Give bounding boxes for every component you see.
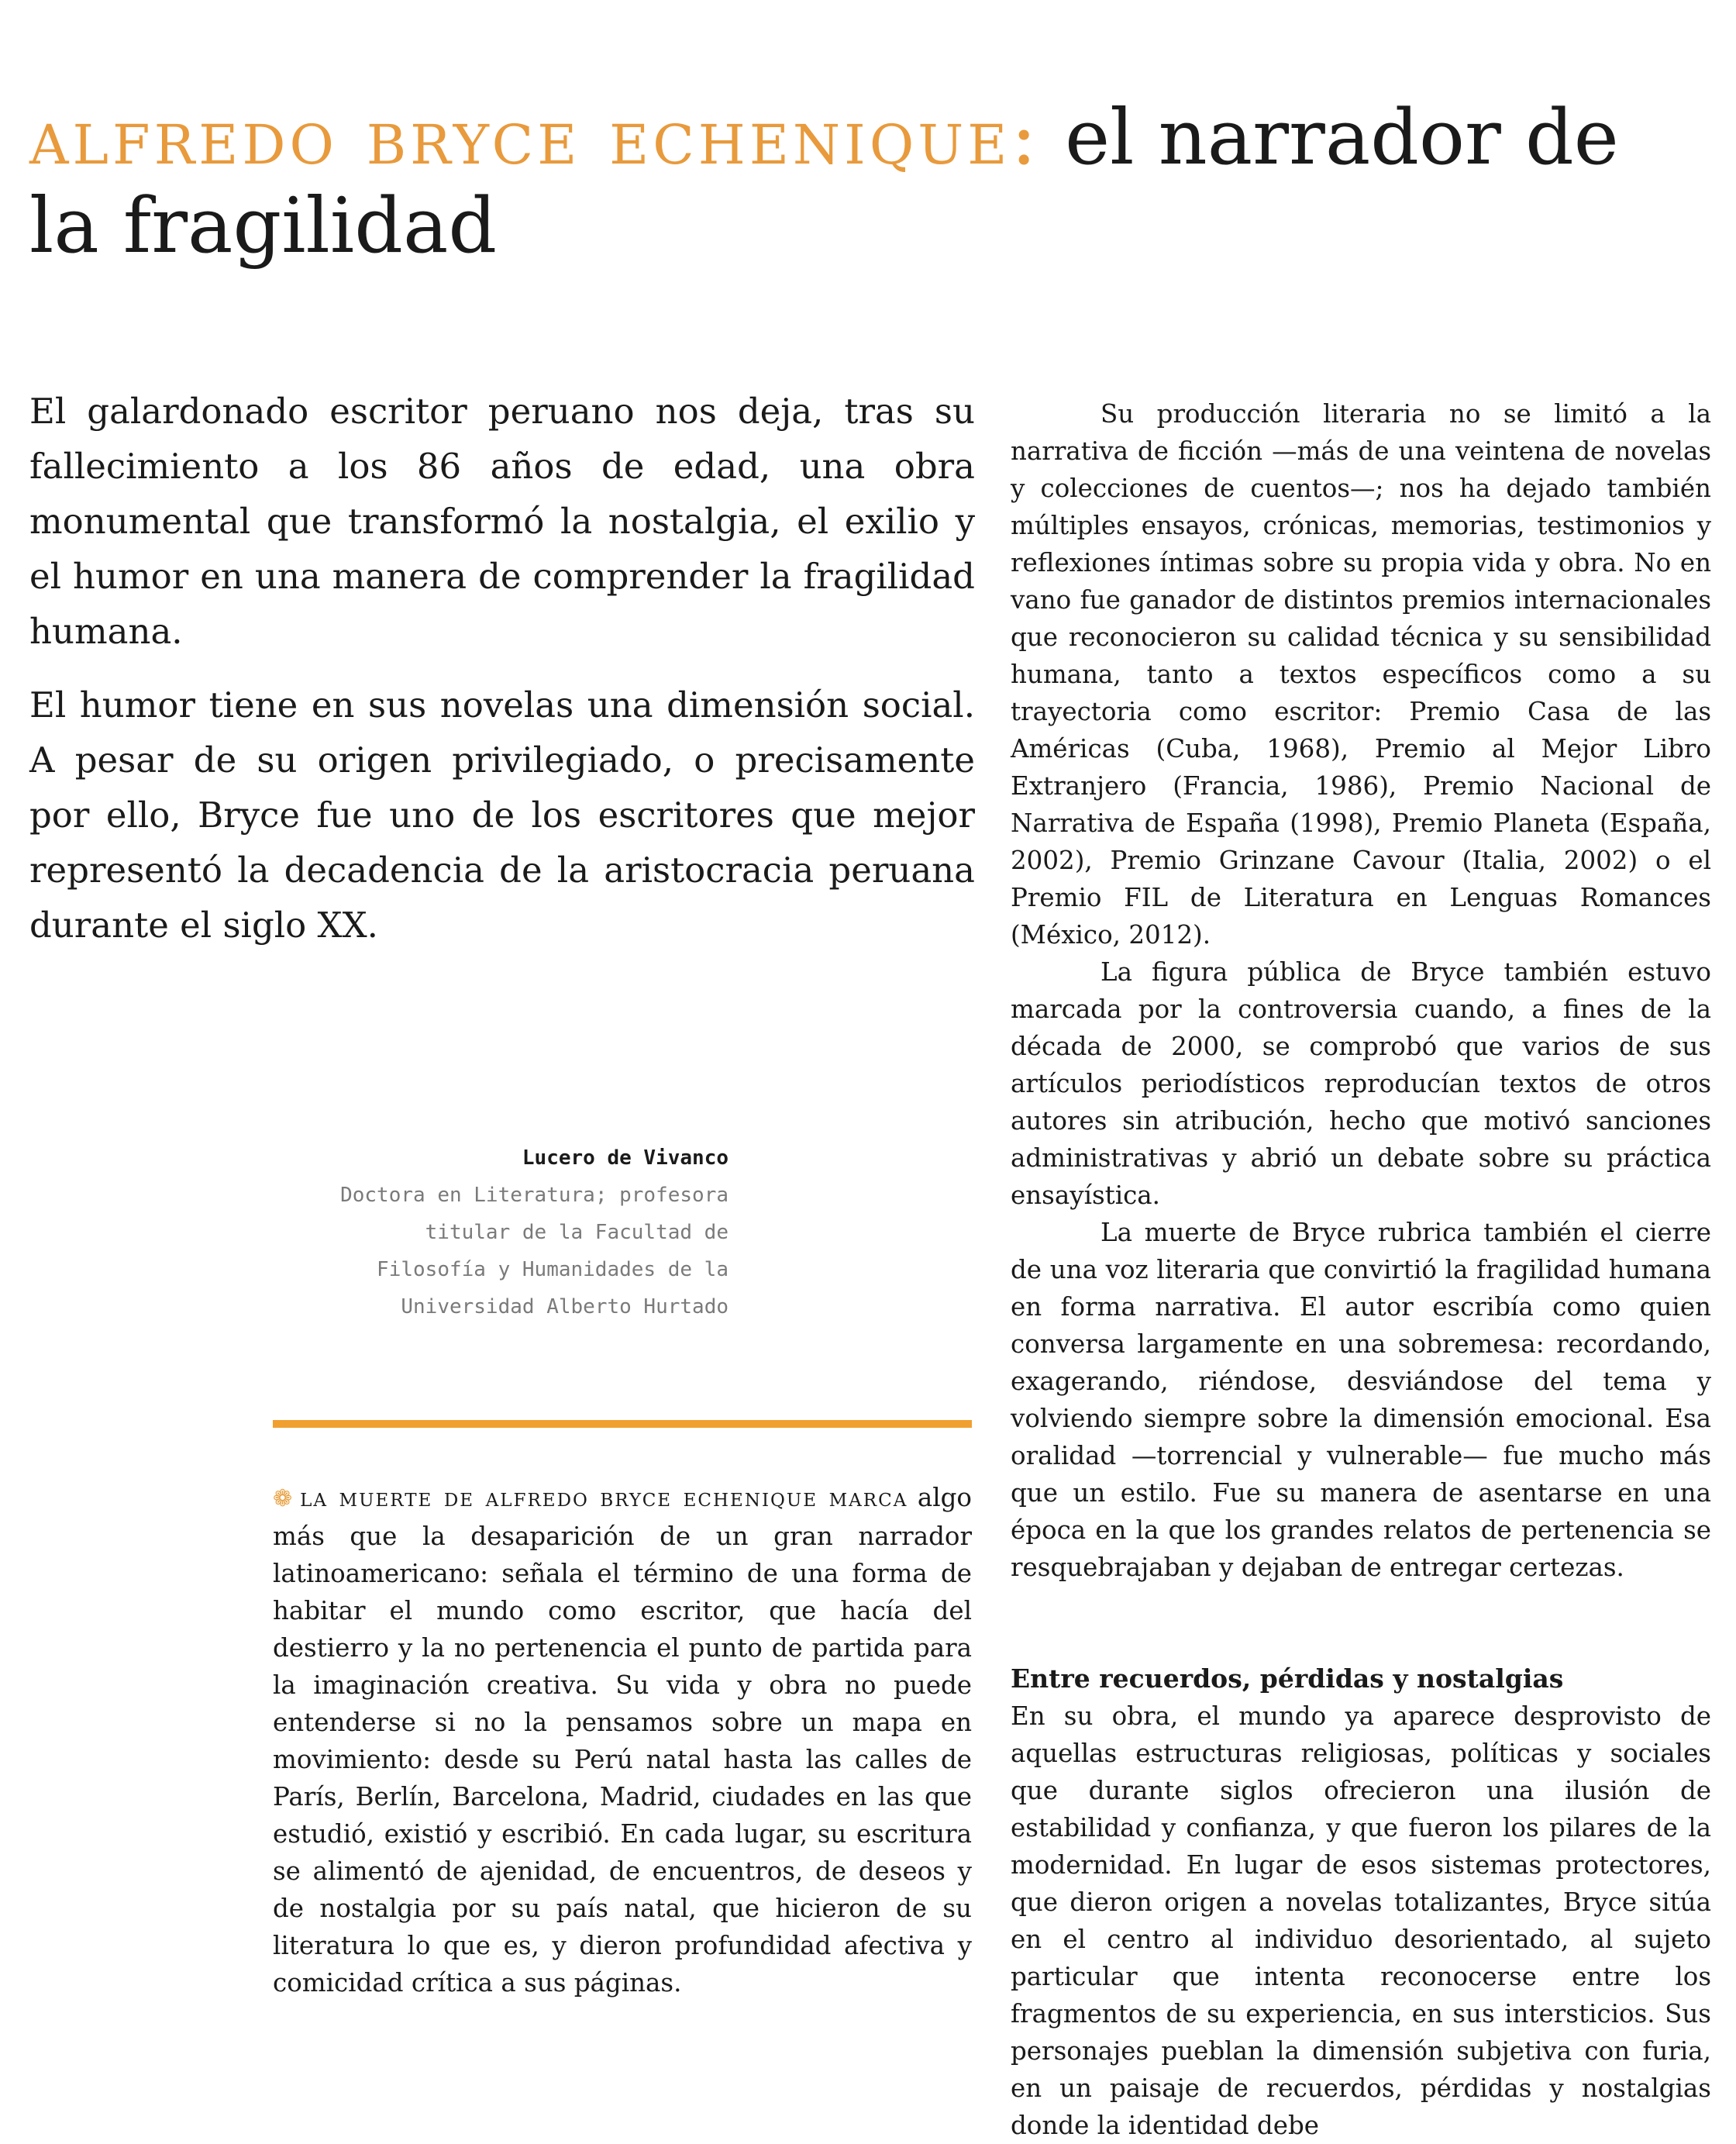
body-paragraph: Su producción literaria no se limitó a la narrativa de ficción —más de una veintena de novelas y colecciones de cuentos—; nos ha dejado también múltiples ensayos, crónicas, memorias, testimonios y reflexiones íntimas sobre su propia vida y obra. No en vano fue ganador de distintos premios internacionales que reconocieron su calidad técnica y su sensibilidad humana, tanto a textos específicos como a su trayectoria como escritor: Premio Casa de las Américas (Cuba, 1968), Premio al Mejor Libro Extranjero (Francia, 1986), Premio Nacional de Narrativa de España (1998), Premio Planeta (España, 2002), Premio Grinzane Cavour (Italia, 2002) o el Premio FIL de Literatura en Lenguas Romances (México, 2012).: [1011, 399, 1711, 950]
orange-divider: [273, 1420, 972, 1428]
body-paragraph: [273, 1479, 972, 2001]
lede-paragraph-2: El humor tiene en sus novelas una dimensión social. A pesar de su origen privilegiado, o precisamente por ello, Bryce fue uno de los escritores que mejor representó la decadencia de la aristocracia peruana durante el siglo XX.: [29, 684, 975, 946]
lede-paragraph-1: El galardonado escritor peruano nos deja, tras su fallecimiento a los 86 años de edad, una obra monumental que transformó la nostalgia, el exilio y el humor en una manera de comprender la fragilidad humana.: [29, 391, 975, 652]
section-subhead: Entre recuerdos, pérdidas y nostalgias: [1011, 1663, 1564, 1694]
body-paragraph-text: algo más que la desaparición de un gran narrador latinoamericano: señala el término de una forma de habitar el mundo como escritor, que hacía del destierro y la no pertenencia el punto de partida para la imaginación creativa. Su vida y obra no puede entenderse si no la pensamos sobre un mapa en movimiento: desde su Perú natal hasta las calles de París, Berlín, Barcelona, Madrid, ciudades en las que estudió, existió y escribió. En cada lugar, su escritura se alimentó de ajenidad, de encuentros, de deseos y de nostalgia por su país natal, que hicieron de su literatura lo que es, y dieron profundidad afectiva y comicidad crítica a sus páginas.: [273, 1483, 972, 1998]
article-title: [29, 93, 1711, 271]
body-column-left: [273, 1479, 972, 2001]
body-paragraph: En su obra, el mundo ya aparece desprovisto de aquellas estructuras religiosas, políticas y sociales que durante siglos ofrecieron una ilusión de estabilidad y confianza, y que fueron los pilares de la modernidad. En lugar de esos sistemas protectores, que dieron origen a novelas totalizantes, Bryce sitúa en el centro al individuo desorientado, al sujeto particular que intenta reconocerse entre los fragmentos de su experiencia, en sus intersticios. Sus personajes pueblan la dimensión subjetiva con furia, en un paisaje de recuerdos, pérdidas y nostalgias donde la identidad debe: [1011, 1701, 1711, 2140]
flower-ornament-icon: ❁: [273, 1485, 293, 1512]
byline-role-line: Universidad Alberto Hurtado: [401, 1295, 728, 1318]
title-kicker: alfredo bryce echenique:: [29, 91, 1041, 182]
lead-in-caps: la muerte de alfredo bryce echenique marca: [300, 1483, 908, 1512]
byline-role-line: Filosofía y Humanidades de la: [377, 1258, 728, 1281]
body-paragraph: La figura pública de Bryce también estuvo marcada por la controversia cuando, a fines de la década de 2000, se comprobó que varios de sus artículos periodísticos reproducían textos de otros autores sin atribución, hecho que motivó sanciones administrativas y abrió un debate sobre su práctica ensayística.: [1011, 957, 1711, 1210]
byline-role-line: titular de la Facultad de: [425, 1221, 728, 1244]
body-column-right: [1011, 395, 1711, 2144]
body-paragraph: La muerte de Bryce rubrica también el cierre de una voz literaria que convirtió la fragilidad humana en forma narrativa. El autor escribía como quien conversa largamente en una sobremesa: recordando, exagerando, riéndose, desviándose del tema y volviendo siempre sobre la dimensión emocional. Esa oralidad —torrencial y vulnerable— fue mucho más que un estilo. Fue su manera de asentarse en una época en la que los grandes relatos de pertenencia se resquebrajaban y dejaban de entregar certezas.: [1011, 1218, 1711, 1582]
lede: [29, 384, 975, 971]
byline-author: Lucero de Vivanco: [522, 1146, 728, 1170]
title-rest: el narrador de la fragilidad: [29, 94, 1619, 271]
byline: [264, 1139, 728, 1325]
byline-role-line: Doctora en Literatura; profesora: [340, 1184, 728, 1207]
